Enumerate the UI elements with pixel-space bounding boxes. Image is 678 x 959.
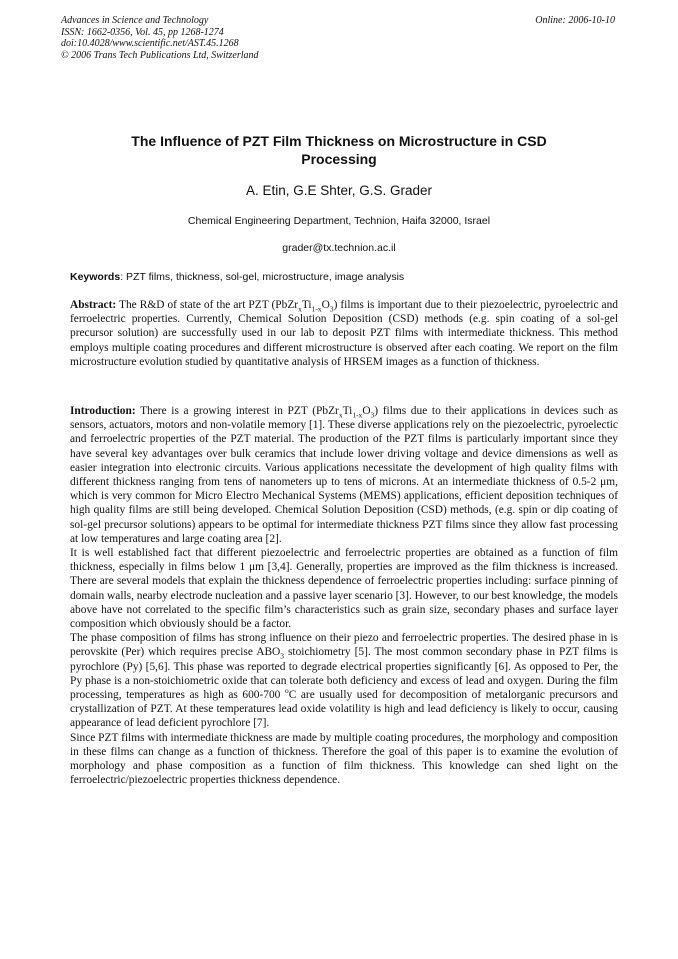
issn-line: ISSN: 1662-0356, Vol. 45, pp 1268-1274: [61, 26, 224, 38]
body-text: O: [362, 405, 371, 417]
subscript: 1-x: [311, 304, 322, 314]
body-text: Ti: [342, 405, 353, 417]
body-text: C are usually used for decomposition of metalorganic precursors and crystallization of PZT. At these temperatures lead oxide volatility is high and lead deficiency is likely to occur, causing appearance of lead deficient pyrochlore [7].: [70, 689, 618, 730]
intro-paragraph-4: Since PZT films with intermediate thickness are made by multiple coating procedures, the morphology and composition in these films can change as a function of thickness. Therefore the goal of this paper is to examine the evolution of morphology and phase composition as a function of film thickness. This knowledge can shed light on the ferroelectric/piezoelectric properties thickness dependence.: [70, 731, 618, 787]
introduction-section: [70, 404, 618, 787]
online-date: Online: 2006-10-10: [535, 15, 615, 26]
journal-name: Advances in Science and Technology: [61, 15, 209, 26]
paper-title: [61, 132, 617, 168]
abstract-paragraph: [70, 298, 618, 369]
abstract-text: The R&D of state of the art PZT (PbZr: [116, 299, 299, 311]
author-email: grader@tx.technion.ac.il: [282, 242, 396, 254]
subscript: x: [298, 304, 302, 314]
body-text: There is a growing interest in PZT (PbZr: [135, 405, 339, 417]
title-line-2: Processing: [301, 151, 377, 167]
subscript: x: [338, 410, 343, 420]
subscript: 3: [329, 304, 334, 314]
subscript: 1-x: [352, 410, 363, 420]
title-line-1: The Influence of PZT Film Thickness on Microstructure in CSD: [131, 133, 547, 149]
journal-header: [61, 15, 617, 61]
keywords-text: : PZT films, thickness, sol-gel, microstructure, image analysis: [120, 271, 405, 283]
intro-paragraph-2: It is well established fact that different piezoelectric and ferroelectric properties are obtained as a function of film thickness, especially in films below 1 μm [3,4]. Generally, properties are improved as the film thickness is increased. There are several models that explain the thickness dependence of ferroelectric properties including: surface pinning of domain walls, nearby electrode nucleation and a passive layer scenario [3]. However, to our best knowledge, the models above have not correlated to the specific film’s characteristics such as grain size, secondary phases and surface layer composition which obviously should be a factor.: [70, 547, 618, 631]
affiliation: Chemical Engineering Department, Technion, Haifa 32000, Israel: [187, 215, 491, 227]
keywords: [70, 270, 618, 284]
abstract-text: Ti: [301, 299, 312, 311]
authors: A. Etin, G.E Shter, G.S. Grader: [245, 183, 433, 198]
subscript: 3: [370, 410, 375, 420]
abstract-text: ) films is important due to their piezoelectric, pyroelectric and ferroelectric properties. Currently, Chemical Solution Deposition (CSD) methods (e.g. spin coating of a sol-gel precursor solution) are successfully used in our lab to deposit PZT films with intermediate thickness. This method employs multiple coating procedures and different microstructure is observed after each coating. We report on the film microstructure evolution studied by quantitative analysis of HRSEM images as a function of thickness.: [70, 299, 619, 368]
keywords-label: Keywords: [70, 271, 121, 283]
abstract-section: [70, 298, 618, 369]
body-text: stoichiometry [5]. The most common secondary phase in PZT films is pyrochlore (Py) [5,6]. This phase was reported to degrade electrical properties significantly [6]. As opposed to Per, the Py phase is a non-stoichiometric oxide that can tolerate both deficiency and excess of lead and oxygen. During the film processing, temperatures as high as 600-700: [70, 646, 618, 702]
copyright-line: © 2006 Trans Tech Publications Ltd, Switzerland: [61, 49, 259, 61]
body-text: The phase composition of films has strong influence on their piezo and ferroelectric properties. The desired phase in is perovskite (Per) which requires precise ABO: [70, 632, 618, 659]
intro-paragraph-3: [70, 631, 618, 730]
abstract-label: Abstract:: [70, 299, 117, 311]
subscript: 3: [280, 651, 285, 661]
intro-paragraph-1: [70, 404, 618, 546]
abstract-text: O: [321, 299, 330, 311]
introduction-label: Introduction:: [70, 405, 136, 417]
superscript: o: [284, 686, 289, 696]
body-text: ) films due to their applications in devices such as sensors, actuators, motors and non-volatile memory [1]. These diverse applications rely on the piezoelectric, pyroelectic and ferroelectric properties of the PZT material. The production of the PZT films is particularly important since they have several key advantages over bulk ceramics that include lower driving voltage and device dimensions as well as easier integration into electronic circuits. Various applications necessitate the development of high quality films with different thickness ranging from tens of nanometers up to tens of microns. At an intermediate thickness of 0.5-2 μm, which is very common for Micro Electro Mechanical Systems (MEMS) applications, efficient deposition techniques of high quality films are still being developed. Chemical Solution Deposition (CSD) methods, (e.g. spin or dip coating of sol-gel precursor solutions) appears to be optimal for intermediate thickness PZT films since they allow fast processing at low temperatures and large coating area [2].: [70, 405, 618, 545]
doi-line: doi:10.4028/www.scientific.net/AST.45.1268: [61, 38, 239, 49]
